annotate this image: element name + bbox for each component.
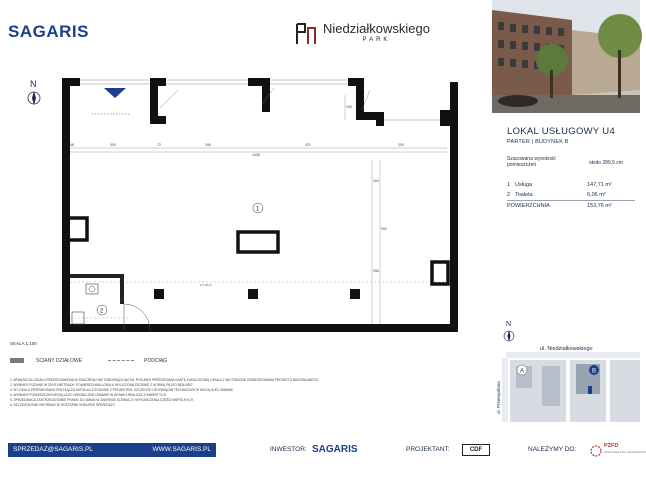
website-link[interactable]: WWW.SAGARIS.PL xyxy=(152,446,211,453)
height-label: Szacowana wysokość pomieszczeń xyxy=(507,156,556,168)
scale-label: SKALA 1:100 xyxy=(10,341,37,346)
dim-label: 421 xyxy=(305,143,311,147)
designer-label: PROJEKTANT: xyxy=(406,446,450,453)
total-area: 153,76 m² xyxy=(587,203,612,209)
note-line: 5. SPRZEDAWCA ZASTRZEGA SOBIE PRAWO DO ZMIAN W ZAKRESIE ELEWACJI I WYKOŃCZENIA CZĘŚCI WSPÓLNYCH. xyxy=(10,398,194,402)
room-area: 6,06 m² xyxy=(587,192,606,198)
room-number: 2 xyxy=(507,192,511,198)
investor-logo: SAGARIS xyxy=(312,444,358,455)
dim-label: 396 xyxy=(205,143,211,147)
dim-label: 404 xyxy=(373,179,379,183)
map-street-label: ul. Niedziałkowskiego xyxy=(540,346,593,352)
sagaris-logo: SAGARIS xyxy=(8,22,89,41)
height-value: około 289,5 cm xyxy=(589,160,623,166)
note-line: 4. WYMIARY POMIESZCZEŃ MOGĄ ULEC NIEZNACZNEJ ZMIANIE W WYNIKU REALIZACJI INWESTYCJI. xyxy=(10,393,167,397)
dim-label: 72 xyxy=(157,143,161,147)
entrance-arrow-icon xyxy=(104,88,126,98)
dimension-top xyxy=(70,143,447,157)
designer-logo: CDF xyxy=(462,444,490,456)
note-line: 6. SZCZEGÓŁOWE INFORMACJE DOSTĘPNE W BIURZE SPRZEDAŻY. xyxy=(10,403,116,407)
pzfd-label: PZFD xyxy=(604,443,619,449)
dim-label: 205 xyxy=(398,143,404,147)
sink-icon xyxy=(86,284,98,294)
room-number: 1 xyxy=(507,182,511,188)
email-link[interactable]: SPRZEDAZ@SAGARIS.PL xyxy=(13,446,93,453)
walls-legend-label: ŚCIANY DZIAŁOWE xyxy=(36,358,83,364)
room-tag-1 xyxy=(253,203,263,213)
beam-swatch xyxy=(108,360,134,361)
toilet-room xyxy=(70,274,150,330)
project-sub: PARK xyxy=(362,37,391,43)
beam-legend-label: PODCIĄG xyxy=(144,358,168,364)
room-tag-label: 1 xyxy=(256,206,260,213)
room-tag-2 xyxy=(97,305,107,315)
dim-label: 356 xyxy=(373,269,379,273)
pzfd-logo xyxy=(590,441,646,461)
dim-label: 48 xyxy=(70,143,74,147)
map-side-street-label: ul. Przemysłowa xyxy=(496,381,501,414)
north-label: N xyxy=(30,79,37,89)
unit-title: LOKAL USŁUGOWY U4 xyxy=(507,126,616,137)
project-name: Niedziałkowskiego xyxy=(323,21,430,36)
notes xyxy=(10,378,480,408)
contact-bar xyxy=(8,443,216,457)
legend xyxy=(10,357,210,367)
pzfd-icon xyxy=(590,443,602,459)
room-name: Toaleta xyxy=(515,192,533,198)
dim-label: 500 xyxy=(381,227,387,231)
note-line: 3. W LOKALU PRZEWIDZIANO PRZYŁĄCZA INSTALACJI ZGODNIE Z PROJEKTEM. SZCZEGÓŁY ROZWIĄZAŃ TECHNICZNYCH MOGĄ ULEC ZMIANIE. xyxy=(10,388,234,392)
walls-swatch xyxy=(10,358,24,363)
note-line: 1. ARANŻACJA LOKALU PRZEDSTAWIONA W ZNACZENIU NIE ZOBOWIĄZUJĄCYM. RYSUNEK PRZEDSTAWIA KARTĘ KATALOGOWĄ LOKALU I NIE STANOWI ODWZOROWANIA PROJEKTU BUDOWLANEGO. xyxy=(10,378,320,382)
room-tag-label: 2 xyxy=(100,308,104,315)
investor-label: INWESTOR: xyxy=(270,446,307,453)
unit-floor-building: PARTER | BUDYNEK B xyxy=(507,139,569,145)
dim-label: 300 xyxy=(110,143,116,147)
note-line: 2. WYMIARY PODANE W CENTYMETRACH. POWIERZCHNIA LOKALU WYLICZONA ZGODNIE Z NORMĄ PN-ISO 9836:1997. xyxy=(10,383,194,387)
member-label: NALEŻYMY DO: xyxy=(528,446,577,453)
pzfd-sub: Polski Związek Firm Deweloperskich xyxy=(604,451,646,454)
map-building-b: B xyxy=(592,368,597,375)
map-building-a: A xyxy=(520,368,525,375)
dim-label: 150 xyxy=(346,105,352,109)
dim-total: 1436 xyxy=(252,153,260,157)
room-name: Usługa xyxy=(515,182,533,188)
location-map xyxy=(492,318,640,422)
footer xyxy=(0,441,646,463)
total-label: POWIERZCHNIA xyxy=(507,203,550,209)
room-area: 147,71 m² xyxy=(587,182,612,188)
dim-mid: 17,78 m² xyxy=(200,283,212,287)
map-north-label: N xyxy=(506,321,512,328)
